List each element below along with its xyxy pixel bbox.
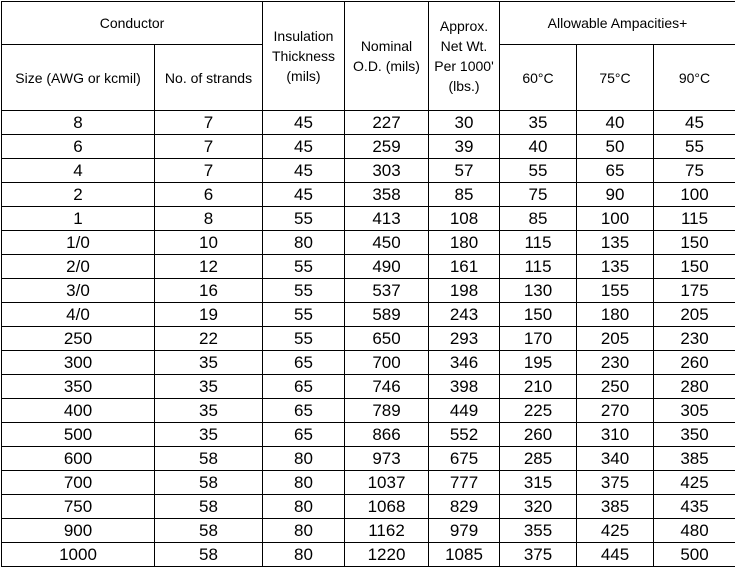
cell-amp-90c: 305 [654, 399, 735, 423]
cell-amp-60c: 355 [500, 519, 577, 543]
cell-amp-90c: 435 [654, 495, 735, 519]
cell-insulation-thickness: 80 [263, 519, 345, 543]
cell-strands: 16 [155, 279, 263, 303]
header-amp-90c: 90°C [654, 45, 735, 111]
header-conductor: Conductor [2, 2, 263, 45]
cell-strands: 6 [155, 183, 263, 207]
table-row [2, 135, 735, 159]
cell-size: 8 [2, 111, 155, 135]
table-row [2, 279, 735, 303]
table-row [2, 351, 735, 375]
cell-net-weight: 398 [429, 375, 500, 399]
cell-insulation-thickness: 45 [263, 135, 345, 159]
cell-amp-60c: 150 [500, 303, 577, 327]
cell-amp-75c: 385 [577, 495, 654, 519]
table-row [2, 423, 735, 447]
cell-amp-90c: 230 [654, 327, 735, 351]
cell-amp-60c: 115 [500, 231, 577, 255]
cell-amp-60c: 315 [500, 471, 577, 495]
cell-amp-75c: 100 [577, 207, 654, 231]
cell-amp-75c: 155 [577, 279, 654, 303]
cell-amp-75c: 340 [577, 447, 654, 471]
cell-net-weight: 180 [429, 231, 500, 255]
cell-amp-90c: 205 [654, 303, 735, 327]
cell-amp-60c: 55 [500, 159, 577, 183]
cell-amp-60c: 225 [500, 399, 577, 423]
table-row [2, 183, 735, 207]
cell-amp-75c: 65 [577, 159, 654, 183]
cell-nominal-od: 1037 [345, 471, 429, 495]
cell-strands: 35 [155, 423, 263, 447]
cell-insulation-thickness: 80 [263, 471, 345, 495]
cell-amp-75c: 50 [577, 135, 654, 159]
table-row [2, 207, 735, 231]
cell-net-weight: 552 [429, 423, 500, 447]
header-nominal-od: Nominal O.D. (mils) [345, 2, 429, 111]
cell-amp-60c: 75 [500, 183, 577, 207]
cell-strands: 7 [155, 135, 263, 159]
table-row [2, 375, 735, 399]
cell-amp-75c: 90 [577, 183, 654, 207]
cell-amp-75c: 375 [577, 471, 654, 495]
cell-insulation-thickness: 55 [263, 327, 345, 351]
cell-insulation-thickness: 55 [263, 207, 345, 231]
cell-net-weight: 161 [429, 255, 500, 279]
cell-size: 750 [2, 495, 155, 519]
cell-insulation-thickness: 65 [263, 375, 345, 399]
cell-insulation-thickness: 80 [263, 543, 345, 567]
table-row [2, 327, 735, 351]
cell-nominal-od: 227 [345, 111, 429, 135]
cell-size: 600 [2, 447, 155, 471]
cell-amp-60c: 210 [500, 375, 577, 399]
table-row [2, 159, 735, 183]
cell-amp-90c: 350 [654, 423, 735, 447]
header-strands: No. of strands [155, 45, 263, 111]
cell-strands: 19 [155, 303, 263, 327]
table-row [2, 399, 735, 423]
cell-nominal-od: 1162 [345, 519, 429, 543]
cell-amp-60c: 40 [500, 135, 577, 159]
table-row [2, 495, 735, 519]
cell-amp-75c: 135 [577, 255, 654, 279]
cell-strands: 58 [155, 519, 263, 543]
cell-amp-75c: 230 [577, 351, 654, 375]
cell-amp-90c: 75 [654, 159, 735, 183]
cell-insulation-thickness: 80 [263, 495, 345, 519]
cell-size: 350 [2, 375, 155, 399]
cell-amp-60c: 115 [500, 255, 577, 279]
cell-strands: 35 [155, 399, 263, 423]
cell-insulation-thickness: 55 [263, 255, 345, 279]
cell-net-weight: 449 [429, 399, 500, 423]
cell-size: 1000 [2, 543, 155, 567]
cell-amp-90c: 175 [654, 279, 735, 303]
cell-nominal-od: 450 [345, 231, 429, 255]
table-row [2, 447, 735, 471]
header-amp-60c: 60°C [500, 45, 577, 111]
table-row [2, 519, 735, 543]
table-header [2, 2, 735, 111]
table-row [2, 543, 735, 567]
header-size: Size (AWG or kcmil) [2, 45, 155, 111]
cell-amp-90c: 425 [654, 471, 735, 495]
table-row [2, 255, 735, 279]
cell-amp-90c: 45 [654, 111, 735, 135]
cell-amp-60c: 85 [500, 207, 577, 231]
cell-size: 4 [2, 159, 155, 183]
cell-size: 700 [2, 471, 155, 495]
cell-amp-90c: 150 [654, 231, 735, 255]
cell-net-weight: 85 [429, 183, 500, 207]
cell-strands: 58 [155, 471, 263, 495]
cell-size: 400 [2, 399, 155, 423]
cell-strands: 58 [155, 543, 263, 567]
cell-strands: 35 [155, 375, 263, 399]
cell-size: 4/0 [2, 303, 155, 327]
cell-insulation-thickness: 45 [263, 183, 345, 207]
cell-net-weight: 829 [429, 495, 500, 519]
cell-nominal-od: 650 [345, 327, 429, 351]
cell-strands: 7 [155, 159, 263, 183]
cell-size: 2/0 [2, 255, 155, 279]
header-insulation-thickness: Insulation Thickness (mils) [263, 2, 345, 111]
table-row [2, 231, 735, 255]
header-allowable-ampacities: Allowable Ampacities+ [500, 2, 735, 45]
cell-size: 500 [2, 423, 155, 447]
cell-strands: 22 [155, 327, 263, 351]
cell-nominal-od: 303 [345, 159, 429, 183]
cell-size: 1 [2, 207, 155, 231]
cell-strands: 12 [155, 255, 263, 279]
table-row [2, 303, 735, 327]
cell-size: 6 [2, 135, 155, 159]
cell-amp-90c: 115 [654, 207, 735, 231]
cell-strands: 8 [155, 207, 263, 231]
cell-net-weight: 346 [429, 351, 500, 375]
cell-amp-90c: 280 [654, 375, 735, 399]
cell-amp-75c: 180 [577, 303, 654, 327]
cell-size: 1/0 [2, 231, 155, 255]
cell-nominal-od: 789 [345, 399, 429, 423]
cell-amp-90c: 55 [654, 135, 735, 159]
cell-net-weight: 108 [429, 207, 500, 231]
cell-nominal-od: 700 [345, 351, 429, 375]
cell-net-weight: 979 [429, 519, 500, 543]
cell-insulation-thickness: 65 [263, 423, 345, 447]
cell-net-weight: 39 [429, 135, 500, 159]
cell-amp-60c: 285 [500, 447, 577, 471]
cell-nominal-od: 259 [345, 135, 429, 159]
cell-amp-60c: 260 [500, 423, 577, 447]
cell-amp-60c: 320 [500, 495, 577, 519]
cell-nominal-od: 490 [345, 255, 429, 279]
cell-insulation-thickness: 80 [263, 231, 345, 255]
cell-strands: 10 [155, 231, 263, 255]
cell-nominal-od: 866 [345, 423, 429, 447]
cell-net-weight: 243 [429, 303, 500, 327]
cell-amp-60c: 375 [500, 543, 577, 567]
cell-amp-90c: 100 [654, 183, 735, 207]
cell-amp-75c: 205 [577, 327, 654, 351]
cell-net-weight: 675 [429, 447, 500, 471]
header-amp-75c: 75°C [577, 45, 654, 111]
ampacity-table [1, 1, 735, 567]
cell-nominal-od: 1068 [345, 495, 429, 519]
cell-insulation-thickness: 80 [263, 447, 345, 471]
header-approx-net-weight: Approx. Net Wt. Per 1000' (lbs.) [429, 2, 500, 111]
cell-strands: 58 [155, 495, 263, 519]
cell-amp-90c: 480 [654, 519, 735, 543]
cell-amp-60c: 195 [500, 351, 577, 375]
cell-amp-75c: 250 [577, 375, 654, 399]
cell-insulation-thickness: 45 [263, 111, 345, 135]
cell-amp-60c: 35 [500, 111, 577, 135]
cell-size: 300 [2, 351, 155, 375]
cell-strands: 58 [155, 447, 263, 471]
cell-nominal-od: 413 [345, 207, 429, 231]
cell-nominal-od: 1220 [345, 543, 429, 567]
cell-net-weight: 57 [429, 159, 500, 183]
header-row-groups [2, 2, 735, 45]
cell-amp-60c: 130 [500, 279, 577, 303]
cell-size: 250 [2, 327, 155, 351]
cell-amp-75c: 310 [577, 423, 654, 447]
table-row [2, 471, 735, 495]
cell-amp-75c: 270 [577, 399, 654, 423]
cell-strands: 35 [155, 351, 263, 375]
cell-insulation-thickness: 55 [263, 303, 345, 327]
cell-amp-75c: 445 [577, 543, 654, 567]
cell-insulation-thickness: 55 [263, 279, 345, 303]
cell-nominal-od: 537 [345, 279, 429, 303]
cell-amp-75c: 425 [577, 519, 654, 543]
cell-net-weight: 30 [429, 111, 500, 135]
cell-amp-75c: 40 [577, 111, 654, 135]
cell-net-weight: 293 [429, 327, 500, 351]
cell-amp-90c: 385 [654, 447, 735, 471]
cell-strands: 7 [155, 111, 263, 135]
cell-size: 2 [2, 183, 155, 207]
cell-nominal-od: 746 [345, 375, 429, 399]
cell-amp-90c: 500 [654, 543, 735, 567]
cell-size: 900 [2, 519, 155, 543]
table-body [2, 111, 735, 567]
cell-insulation-thickness: 45 [263, 159, 345, 183]
cell-size: 3/0 [2, 279, 155, 303]
cell-nominal-od: 358 [345, 183, 429, 207]
cell-insulation-thickness: 65 [263, 351, 345, 375]
cell-net-weight: 1085 [429, 543, 500, 567]
cell-nominal-od: 589 [345, 303, 429, 327]
cell-net-weight: 777 [429, 471, 500, 495]
cell-amp-75c: 135 [577, 231, 654, 255]
table-row [2, 111, 735, 135]
cell-insulation-thickness: 65 [263, 399, 345, 423]
cell-amp-60c: 170 [500, 327, 577, 351]
cell-net-weight: 198 [429, 279, 500, 303]
cell-nominal-od: 973 [345, 447, 429, 471]
cell-amp-90c: 260 [654, 351, 735, 375]
cell-amp-90c: 150 [654, 255, 735, 279]
